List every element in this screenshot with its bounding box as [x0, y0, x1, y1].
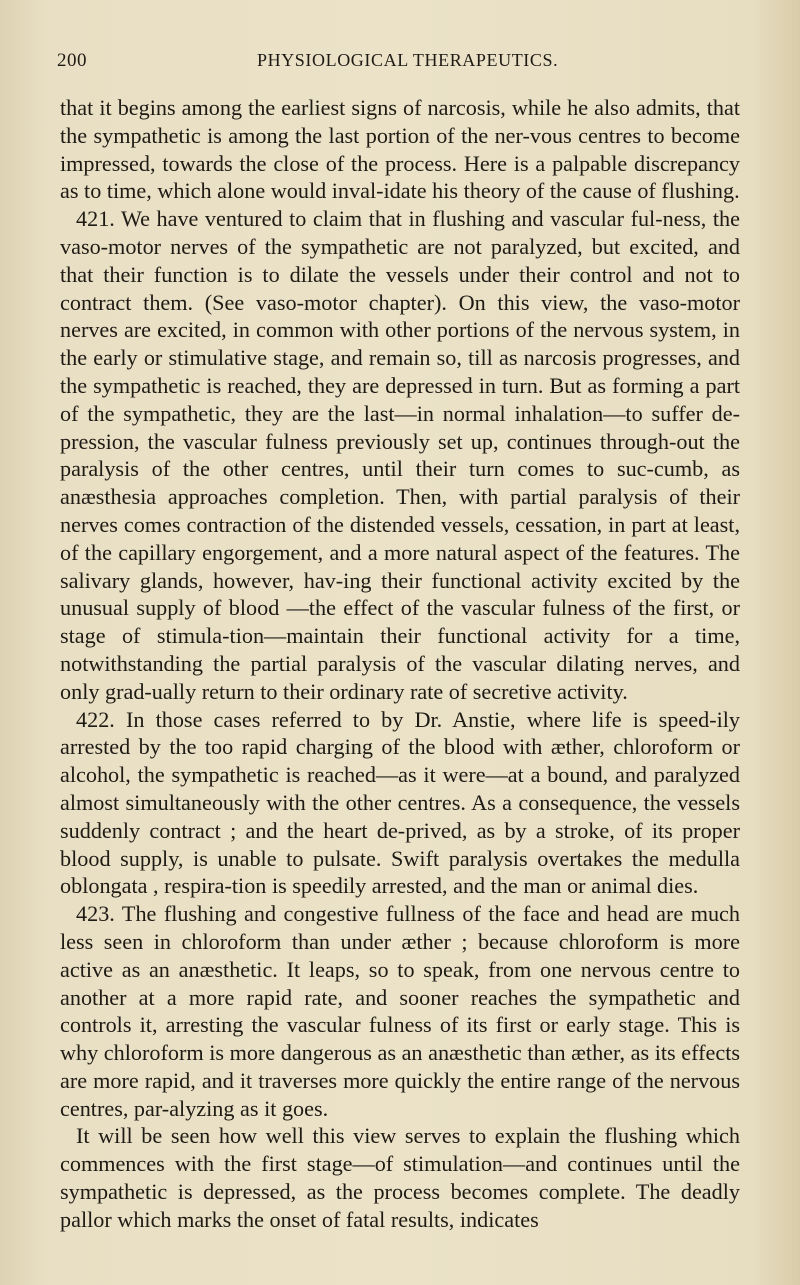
paragraph-text: In those cases referred to by Dr. Anstie, where life is speed-ily arrested by the too rapid charging of the blood with æther, chloroform or alcohol, the sympathetic is reached—as it were—at a bound, and paralyzed almost simultaneously with the other centres. As a consequence, the vessels suddenly contract ; and the heart de-prived, as by a stroke, of its proper blood supply, is unable to pulsate. Swift paralysis overtakes the medulla oblongata , respira-tion is speedily arrested, and the man or animal dies.	[60, 706, 741, 899]
body-text	[60, 94, 740, 1234]
book-page	[57, 50, 741, 1234]
paragraph-number: 422.	[76, 706, 115, 732]
page-number: 200	[57, 50, 87, 71]
paragraph-text: We have ventured to claim that in flushing and vascular ful-ness, the vaso-motor nerves of the sympathetic are not paralyzed, but excited, and that their function is to dilate the vessels under their control and not to contract them. (See vaso-motor chapter). On this view, the vaso-motor nerves are excited, in common with other portions of the nervous system, in the early or stimulative stage, and remain so, till as narcosis progresses, and the sympathetic is reached, they are depressed in turn. But as forming a part of the sympathetic, they are the last—in normal inhalation—to suffer de-pression, the vascular fulness previously set up, continues through-out the paralysis of the other centres, until their turn comes to suc-cumb, as anæsthesia approaches completion. Then, with partial paralysis of their nerves comes contraction of the distended vessels, cessation, in part at least, of the capillary engorgement, and a more natural aspect of the features. The salivary glands, however, hav-ing their functional activity excited by the unusual supply of blood —the effect of the vascular fulness of the first, or stage of stimula-tion—maintain their functional activity for a time, notwithstanding the partial paralysis of the vascular dilating nerves, and only grad-ually return to their ordinary rate of secretive activity.	[60, 206, 740, 704]
paragraph-text: It will be seen how well this view serves to explain the flushing which commences with the first stage—of stimulation—and continues until the sympathetic is depressed, as the process becomes complete. The deadly pallor which marks the onset of fatal results, indicates	[60, 1123, 740, 1232]
paragraph-421	[60, 205, 740, 705]
paragraph-423	[60, 900, 740, 1122]
paragraph-final	[60, 1122, 740, 1233]
paragraph-text: The flushing and congestive fullness of the face and head are much less seen in chloroform than under æther ; because chloroform is more active as an anæsthetic. It leaps, so to speak, from one nervous centre to another at a more rapid rate, and sooner reaches the sympathetic and controls it, arresting the vascular fulness of its first or early stage. This is why chloroform is more dangerous as an anæsthetic than æther, as its effects are more rapid, and it traverses more quickly the entire range of the nervous centres, par-alyzing as it goes.	[60, 901, 740, 1121]
paragraph-number: 421.	[76, 206, 115, 232]
running-head	[57, 50, 740, 74]
paragraph-continuation	[60, 94, 740, 205]
running-title: PHYSIOLOGICAL THERAPEUTICS.	[257, 50, 559, 70]
paragraph-number: 423.	[76, 901, 115, 927]
paragraph-422	[60, 706, 740, 901]
paragraph-text: that it begins among the earliest signs of narcosis, while he also admits, that the sympathetic is among the last portion of the ner-vous centres to become impressed, towards the close of the process. Here is a palpable discrepancy as to time, which alone would inval-idate his theory of the cause of flushing.	[60, 95, 740, 204]
